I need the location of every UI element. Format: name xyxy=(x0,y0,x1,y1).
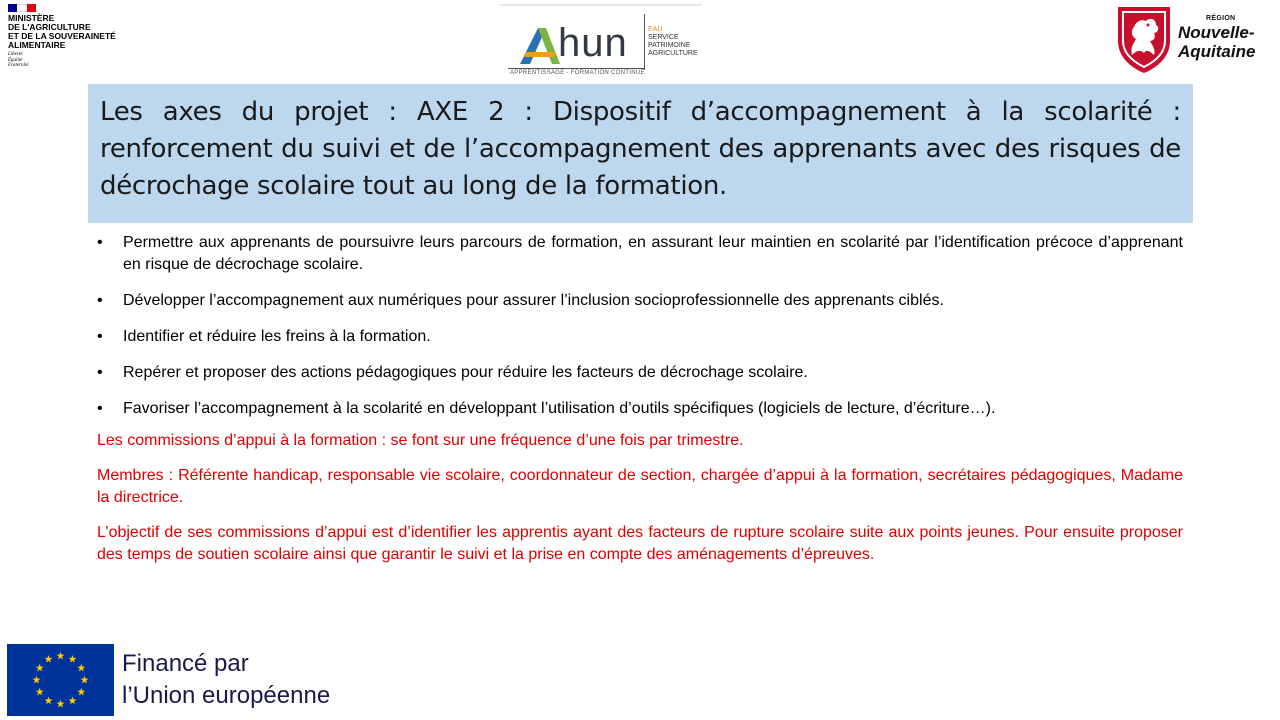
region-name: Nouvelle- Aquitaine xyxy=(1178,23,1256,61)
list-item xyxy=(97,290,1183,312)
bullet-icon: • xyxy=(97,400,103,417)
list-item-text: Repérer et proposer des actions pédagogiques pour réduire les facteurs de décrochage scolaire. xyxy=(123,364,808,381)
eu-funding-text: Financé par l’Union européenne xyxy=(122,650,331,709)
bullet-icon: • xyxy=(97,328,103,345)
title-banner xyxy=(88,84,1193,223)
ahun-subtitle: APPRENTISSAGE - FORMATION CONTINUE xyxy=(510,70,645,76)
list-item xyxy=(97,326,1183,348)
bullet-list xyxy=(97,232,1183,420)
commissions-paragraph: Les commissions d’appui à la formation : se font sur une fréquence d’une fois par trimestre. xyxy=(97,432,744,449)
list-item xyxy=(97,398,1183,420)
list-item-text: Permettre aux apprenants de poursuivre leurs parcours de formation, en assurant leur maintien en scolarité par l’identification précoce d’apprenant en risque de décrochage scolaire. xyxy=(123,234,1183,273)
list-item-text: Développer l’accompagnement aux numériques pour assurer l’inclusion socioprofessionnelle des apprenants ciblés. xyxy=(123,292,944,309)
ahun-tag: SERVICE xyxy=(648,34,679,41)
ahun-tag: EAU xyxy=(648,26,663,33)
eu-flag-icon xyxy=(7,644,114,716)
ministry-logo xyxy=(8,4,168,69)
ministry-title: MINISTÈRE DE L'AGRICULTURE ET DE LA SOUVERAINETÉ ALIMENTAIRE xyxy=(8,13,116,50)
ahun-tags xyxy=(648,26,698,58)
list-item-text: Identifier et réduire les freins à la formation. xyxy=(123,328,431,345)
list-item xyxy=(97,232,1183,276)
bullet-icon: • xyxy=(97,234,103,251)
region-lion-shield-icon xyxy=(1114,3,1174,75)
slide-content xyxy=(97,232,1183,579)
ahun-tag: AGRICULTURE xyxy=(648,50,698,57)
ahun-a-mark-icon xyxy=(516,24,564,66)
slide-title: Les axes du projet : AXE 2 : Dispositif d’accompagnement à la scolarité : renforcement du suivi et de l’accompagnement des apprenants avec des risques de décrochage scolaire tout au long de la formation. xyxy=(100,97,1181,201)
region-label: RÉGION xyxy=(1206,15,1236,22)
list-item-text: Favoriser l’accompagnement à la scolarité en développant l’utilisation d’outils spécifiques (logiciels de lecture, d’écriture…). xyxy=(123,400,996,417)
objective-paragraph: L’objectif de ses commissions d’appui est d’identifier les apprentis ayant des facteurs de rupture scolaire suite aux points jeunes. Pour ensuite proposer des temps de soutien scolaire ainsi que garantir le suivi et la prise en compte des aménagements d’épreuves. xyxy=(97,524,1183,563)
members-paragraph: Membres : Référente handicap, responsable vie scolaire, coordonnateur de section, chargée d’appui à la formation, secrétaires pédagogiques, Madame la directrice. xyxy=(97,467,1183,506)
bullet-icon: • xyxy=(97,292,103,309)
ministry-motto: Liberté Égalité Fraternité xyxy=(8,52,29,68)
ahun-tag: PATRIMOINE xyxy=(648,42,691,49)
ahun-top-rule xyxy=(500,4,702,6)
list-item xyxy=(97,362,1183,384)
region-logo xyxy=(1114,3,1274,75)
ahun-logo xyxy=(500,4,702,82)
ahun-divider xyxy=(644,14,645,70)
french-flag-icon xyxy=(8,4,36,12)
bullet-icon: • xyxy=(97,364,103,381)
ahun-underline xyxy=(508,68,644,69)
ahun-wordmark: hun xyxy=(558,21,628,65)
